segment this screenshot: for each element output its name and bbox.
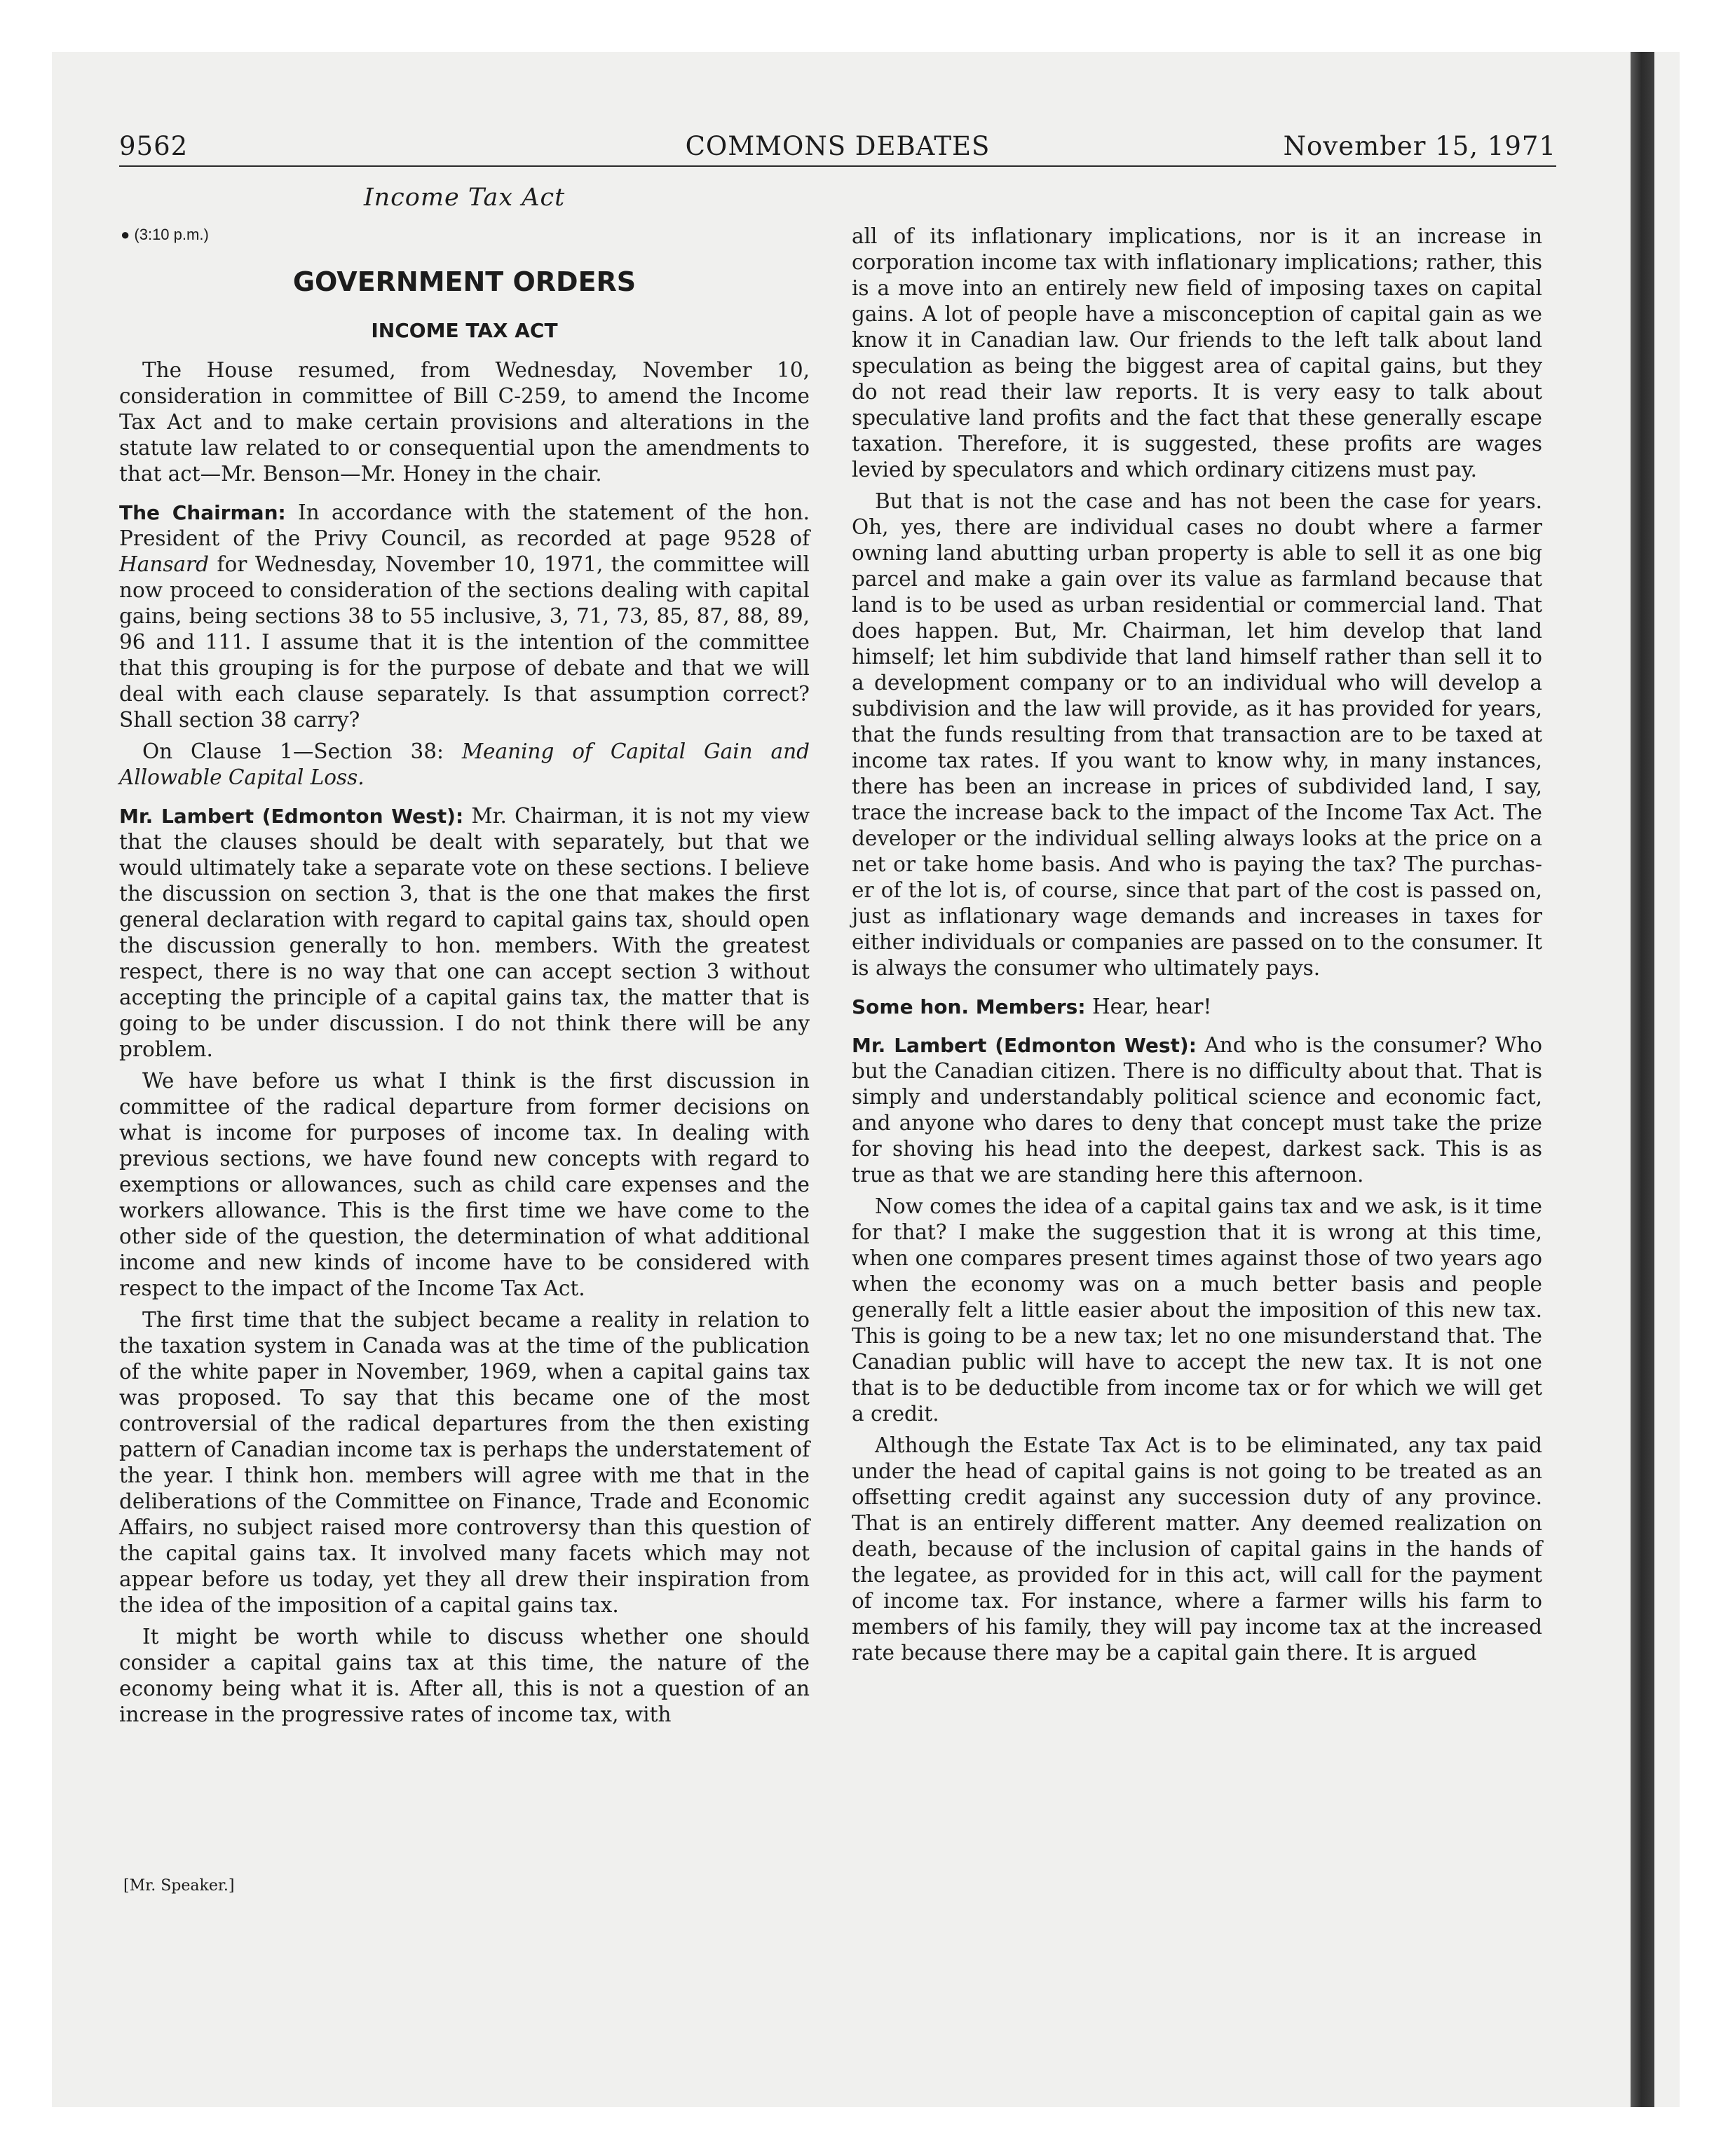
speaker-name: Mr. Lambert (Edmonton West): <box>119 805 464 828</box>
section-title: Income Tax Act <box>363 184 566 212</box>
speech-text: In accordance with the statement of the hon. President of the Privy Council, as recorded at page 9528 of <box>119 500 810 550</box>
timestamp: ● (3:10 p.m.) <box>121 226 209 243</box>
paragraph: But that is not the case and has not been the case for years. Oh, yes, there are individual cases no doubt where a farmer owning land abutting urban property is able to sell it as one big parcel and make a gain over its value as farmland because that land is to be used as urban residential or commercial land. That does happen. But, Mr. Chairman, let him develop that land himself; let him subdivide that land himself rather than sell it to a development company or to an individual who will develop a subdivision and the law will provide, as it has provided for years, that the funds resulting from that transaction are to be taxed at income tax rates. If you want to know why, in many instances, there has been an increase in prices of subdivided land, I say, trace the increase back to the impact of the Income Tax Act. The developer or the individual selling always looks at the price on a net or take home basis. And who is paying the tax? The purchaser of the lot is, of course, since that part of the cost is passed on, just as inflationary wage demands and increases in taxes for either individuals or companies are passed on to the consumer. It is always the consumer who ultimately pays. <box>852 489 1542 980</box>
main-heading: GOVERNMENT ORDERS <box>292 266 637 297</box>
speech-text: for Wednesday, November 10, 1971, the committee will now proceed to consideration of the sections dealing with capital gains, being sections 38 to 55 inclusive, 3, 71, 73, 85, 87, 88, 89, 96 and 111. I assume that it is the intention of the committee that this grouping is for the purpose of debate and that we will deal with each clause separately. Is that assumption correct? Shall section 38 carry? <box>119 552 810 732</box>
paragraph: The House resumed, from Wednesday, November 10, consideration in committee of Bill C-259, to amend the Income Tax Act and to make certain provisions and alterations in the statute law related to or consequential upon the amendments to that act—Mr. Benson—Mr. Honey in the chair. <box>119 358 810 486</box>
speech-text: Mr. Chairman, it is not my view that the clauses should be dealt with separately, but that we would ultimately take a separate vote on these sections. I believe the discussion on section 3, that is the one that makes the first general declaration with regard to capital gains tax, should open the discussion generally to hon. members. With the greatest respect, there is no way that one can accept section 3 without accepting the principle of a capital gains tax, the matter that is going to be under discussion. I do not think there will be any problem. <box>119 804 810 1061</box>
paragraph <box>119 500 810 733</box>
publication-reference: Hansard <box>119 552 210 576</box>
speech-text: And who is the consumer? Who but the Canadian citizen. There is no difficulty about that. That is simply and understandably political science and economic fact, and anyone who dares to deny that concept must take the prize for shoving his head into the deepest, darkest sack. This is as true as that we are standing here this afternoon. <box>852 1033 1542 1187</box>
scan-binding-edge <box>1631 52 1654 2107</box>
paragraph: all of its inflationary implications, nor is it an increase in corporation income tax with inflationary implications; rather, this is a move into an entirely new field of imposing taxes on capital gains. A lot of people have a misconception of capital gain as we know it in Canadian law. Our friends to the left talk about land speculation as being the biggest area of capital gains, but they do not read their law reports. It is very easy to talk about speculative land profits and the fact that these generally escape taxation. Therefore, it is suggested, these profits are wages levied by speculators and which ordinary citizens must pay. <box>852 224 1542 482</box>
publication-title: COMMONS DEBATES <box>685 131 991 161</box>
issue-date: November 15, 1971 <box>1283 131 1556 161</box>
running-header <box>119 130 1556 167</box>
paragraph: We have before us what I think is the first discussion in committee of the radical departure from former decisions on what is income for purposes of income tax. In dealing with previous sections, we have found new concepts with regard to exemptions or allowances, such as child care expenses and the workers allowance. This is the first time we have come to the other side of the question, the determination of what additional income and new kinds of income have to be considered with respect to the impact of the Income Tax Act. <box>119 1069 810 1300</box>
speaker-name: Mr. Lambert (Edmonton West): <box>852 1034 1197 1057</box>
footer-note: [Mr. Speaker.] <box>123 1877 235 1895</box>
speaker-name: Some hon. Members: <box>852 995 1086 1018</box>
right-column <box>852 224 1542 1672</box>
page-number: 9562 <box>119 131 189 161</box>
clause-reference: On Clause 1—Section 38: <box>142 739 444 763</box>
paragraph: Now comes the idea of a capital gains tax and we ask, is it time for that? I make the suggestion that it is wrong at this time, when one compares present times against those of two years ago when the economy was on a much better basis and people generally felt a little easier about the imposition of this new tax. This is going to be a new tax; let no one misunderstand that. The Canadian public will have to accept the new tax. It is not one that is to be deductible from income tax or for which we will get a credit. <box>852 1194 1542 1426</box>
paragraph <box>852 1032 1542 1188</box>
paragraph: Although the Estate Tax Act is to be eliminated, any tax paid under the head of capital gains is not going to be treated as an offsetting credit against any succession duty of any province. That is an entirely different matter. Any deemed realization on death, because of the inclusion of capital gains in the hands of the legatee, as provided for in this act, will call for the payment of income tax. For instance, where a farmer wills his farm to members of his family, they will pay income tax at the increased rate because there may be a capital gain there. It is argued <box>852 1433 1542 1665</box>
paragraph: It might be worth while to discuss whether one should consider a capital gains tax at this time, the nature of the economy being what it is. After all, this is not a question of an increase in the progressive rates of income tax, with <box>119 1625 810 1726</box>
paragraph <box>119 739 810 791</box>
paragraph <box>119 803 810 1063</box>
paragraph: The first time that the subject became a reality in relation to the taxation system in Canada was at the time of the publication of the white paper in November, 1969, when a capital gains tax was proposed. To say that this became one of the most controversial of the radical departures from the then existing pattern of Canadian income tax is perhaps the understatement of the year. I think hon. members will agree with me that in the deliberations of the Committee on Finance, Trade and Economic Affairs, no subject raised more controversy than this question of the capital gains tax. It involved many facets which may not appear before us today, yet they all drew their inspiration from the idea of the imposition of a capital gains tax. <box>119 1308 810 1617</box>
speech-text: Hear, hear! <box>1091 995 1212 1018</box>
paragraph <box>852 994 1542 1020</box>
speaker-name: The Chairman: <box>119 501 286 524</box>
clause-title: Meaning of Capital Gain and Allowable Capital Loss. <box>119 739 810 789</box>
sub-heading: INCOME TAX ACT <box>371 319 558 342</box>
left-column <box>119 357 810 1733</box>
